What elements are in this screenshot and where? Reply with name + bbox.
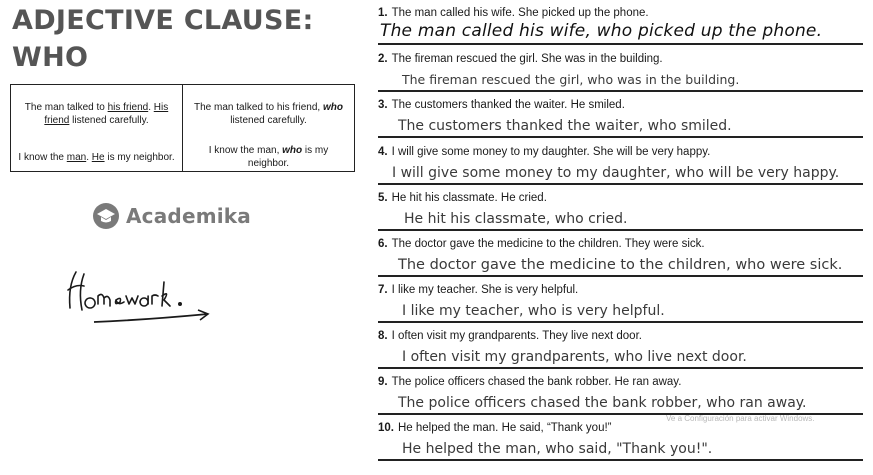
exercise-answer: The fireman rescued the girl, who was in the building. <box>402 72 740 87</box>
windows-activation-watermark: Ve a Configuración para activar Windows. <box>666 414 815 423</box>
exercise-prompt-text: He hit his classmate. He cried. <box>391 192 547 204</box>
exercise-1 <box>378 6 863 52</box>
exercise-prompt <box>378 191 547 205</box>
exercise-prompt <box>378 375 681 389</box>
exercise-number: 6. <box>378 238 388 250</box>
rule-text-post: listened carefully. <box>69 115 149 126</box>
exercise-answer: The police officers chased the bank robber, who ran away. <box>398 395 807 411</box>
exercise-number: 5. <box>378 192 388 204</box>
title-line-1: ADJECTIVE CLAUSE: <box>12 5 314 36</box>
rule-text <box>16 101 177 127</box>
answer-underline <box>378 321 863 323</box>
exercise-number: 8. <box>378 330 388 342</box>
exercise-prompt <box>378 237 705 251</box>
page-title <box>12 2 314 76</box>
answer-underline <box>378 183 863 185</box>
rule-text <box>188 101 349 127</box>
homework-scribble-icon <box>64 268 214 330</box>
exercise-5 <box>378 191 863 237</box>
rule-text <box>18 151 174 164</box>
rule-text-pre: I know the man, <box>208 145 283 156</box>
exercise-prompt <box>378 98 625 112</box>
answer-underline <box>378 136 863 138</box>
exercise-prompt-text: The customers thanked the waiter. He smiled. <box>391 99 625 111</box>
handwritten-homework-note <box>64 268 214 335</box>
exercise-answer: The customers thanked the waiter, who smiled. <box>398 118 732 134</box>
title-line-2: WHO <box>12 42 89 73</box>
rules-table <box>10 84 355 172</box>
exercise-number: 10. <box>378 422 394 434</box>
academika-cap-icon <box>92 202 120 230</box>
exercise-answer: He hit his classmate, who cried. <box>404 211 628 227</box>
answer-underline <box>378 229 863 231</box>
answer-underline <box>378 367 863 369</box>
exercise-10 <box>378 421 863 467</box>
exercise-number: 2. <box>378 53 388 65</box>
rule-text <box>188 144 349 170</box>
rule-text-mid: . <box>86 151 92 163</box>
rule-cell-1-bottom <box>18 143 174 171</box>
rule-text-underlined: His friend <box>44 102 169 126</box>
exercise-answer: I like my teacher, who is very helpful. <box>402 303 665 319</box>
answer-underline <box>378 43 863 45</box>
exercise-number: 3. <box>378 99 388 111</box>
exercise-answer: The man called his wife, who picked up the phone. <box>380 21 823 41</box>
rule-text-pre: I know the <box>18 151 67 163</box>
exercise-7 <box>378 283 863 329</box>
rule-cell-1-top <box>16 85 177 143</box>
academika-logo <box>92 202 251 230</box>
rule-text-post: is my neighbor. <box>104 151 175 163</box>
exercise-prompt <box>378 145 710 159</box>
exercise-4 <box>378 145 863 191</box>
exercise-prompt-text: The police officers chased the bank robber. He ran away. <box>391 376 682 388</box>
rule-text-underlined: his friend <box>107 102 149 113</box>
rule-text-post: is my neighbor. <box>247 145 329 169</box>
exercise-number: 7. <box>378 284 388 296</box>
rule-text-underlined: He <box>91 151 105 163</box>
exercise-number: 4. <box>378 146 388 158</box>
answer-underline <box>378 90 863 92</box>
rule-text-mid: . <box>148 102 154 113</box>
exercise-number: 9. <box>378 376 388 388</box>
exercise-prompt-text: I will give some money to my daughter. She will be very happy. <box>391 146 711 158</box>
exercise-prompt <box>378 421 612 435</box>
rule-text-post: listened carefully. <box>230 115 307 126</box>
exercise-3 <box>378 98 863 144</box>
exercise-6 <box>378 237 863 283</box>
logo-text: Academika <box>126 204 252 228</box>
exercise-prompt <box>378 283 578 297</box>
exercise-answer: I will give some money to my daughter, who will be very happy. <box>392 165 840 181</box>
rule-text-who: who <box>322 102 343 113</box>
rule-text-pre: The man talked to his friend, <box>194 102 323 113</box>
exercise-prompt-text: I like my teacher. She is very helpful. <box>391 284 579 296</box>
exercise-answer: The doctor gave the medicine to the children, who were sick. <box>398 257 843 273</box>
rules-column-combined <box>182 85 354 171</box>
exercise-answer: I often visit my grandparents, who live next door. <box>402 349 747 365</box>
rule-text-underlined: man <box>66 151 87 163</box>
rules-column-sentences <box>11 85 182 171</box>
rule-text-who: who <box>282 145 303 156</box>
exercise-prompt-text: I often visit my grandparents. They live next door. <box>391 330 642 342</box>
answer-underline <box>378 275 863 277</box>
exercise-prompt <box>378 329 642 343</box>
exercise-8 <box>378 329 863 375</box>
exercise-prompt-text: He helped the man. He said, “Thank you!” <box>398 422 612 434</box>
exercise-number: 1. <box>378 7 388 19</box>
exercise-2 <box>378 52 863 98</box>
exercise-answer: He helped the man, who said, "Thank you!". <box>402 441 713 457</box>
rule-text-pre: The man talked to <box>24 102 108 113</box>
exercise-prompt-text: The doctor gave the medicine to the children. They were sick. <box>391 238 705 250</box>
exercise-prompt <box>378 52 663 66</box>
exercise-prompt <box>378 6 649 20</box>
exercise-prompt-text: The fireman rescued the girl. She was in the building. <box>391 53 663 65</box>
rule-cell-2-top <box>188 85 349 143</box>
exercise-prompt-text: The man called his wife. She picked up the phone. <box>391 7 649 19</box>
rule-cell-2-bottom <box>188 143 349 171</box>
answer-underline <box>378 459 863 461</box>
